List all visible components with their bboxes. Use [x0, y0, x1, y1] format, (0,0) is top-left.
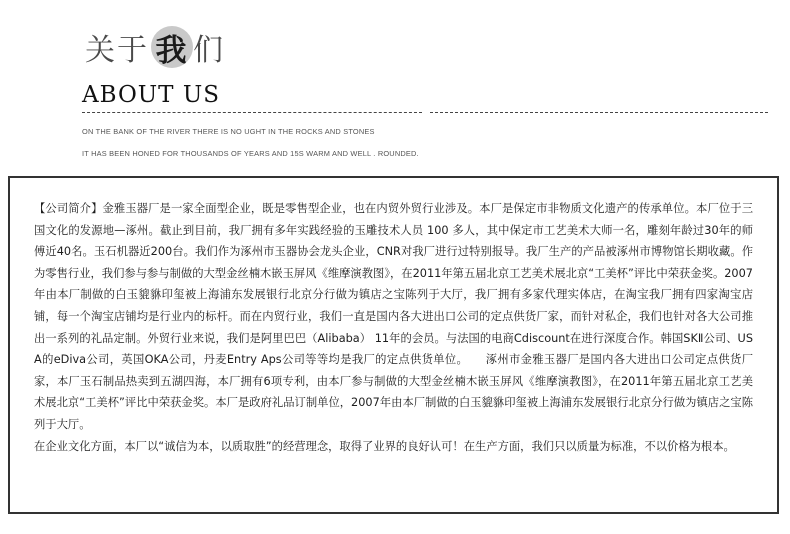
tagline-line-1: ON THE BANK OF THE RIVER THERE IS NO UGHT IN THE ROCKS AND STONES — [82, 127, 375, 136]
page-title-english: ABOUT US — [82, 82, 220, 108]
tagline-line-2: IT HAS BEEN HONED FOR THOUSANDS OF YEARS AND 15S WARM AND WELL . ROUNDED. — [82, 149, 419, 158]
intro-paragraph-1: 【公司简介】金雅玉器厂是一家全面型企业，既是零售型企业，也在内贸外贸行业涉及。本厂是保定市非物质文化遗产的传承单位。本厂位于三国文化的发源地—涿州。截止到目前，我厂拥有多年实践经验的玉雕技术人员 100 多人，其中保定市工艺美术大师一名，雕刻年龄过30年的师傅近40名。玉石机器近200台。我们作为涿州市玉器协会龙头企业，CNR对我厂进行过特别报导。我厂生产的产品被涿州市博物馆长期收藏。作为零售行业，我们参与参与制做的大型金丝楠木嵌玉屏风《维摩演教图》，在2011年第五届北京工艺美术展北京“工美杯”评比中荣获金奖。2007年由本厂制做的白玉貔貅印玺被上海浦东发展银行北京分行做为镇店之宝陈列于大厅，我厂拥有多家代理实体店，在淘宝我厂拥有四家淘宝店铺，每一个淘宝店铺均是行业内的标杆。而在内贸行业，我们一直是国内各大进出口公司的定点供货厂家，而针对私企，我们也针对各大公司推出一系列的礼品定制。外贸行业来说，我们是阿里巴巴（Alibaba） 11年的会员。与法国的电商Cdiscount在进行深度合作。韩国SKⅡ公司、USA的eDiva公司，英国OKA公司，丹麦Entry Aps公司等等均是我厂的定点供货单位。 涿州市金雅玉器厂是国内各大进出口公司定点供货厂家，本厂玉石制品热卖到五湖四海，本厂拥有6项专利，由本厂参与制做的大型金丝楠木嵌玉屏风《维摩演教图》，在2011年第五届北京工艺美术展北京“工美杯”评比中荣获金奖。本厂是政府礼品订制单位，2007年由本厂制做的白玉貔貅印玺被上海浦东发展银行北京分行做为镇店之宝陈列于大厅。 — [34, 202, 753, 431]
title-cn-suffix: 们 — [193, 33, 225, 68]
title-cn-highlight: 我 — [155, 32, 189, 69]
title-highlight-circle — [151, 26, 193, 68]
page-title-chinese — [85, 22, 225, 72]
dashed-divider-left — [82, 112, 422, 113]
company-intro-box — [8, 176, 779, 514]
intro-paragraph-2: 在企业文化方面，本厂以“诚信为本，以质取胜”的经营理念，取得了业界的良好认可！在生产方面，我们只以质量为标准，不以价格为根本。 — [34, 439, 735, 453]
title-cn-prefix: 关于 — [85, 33, 149, 68]
dashed-divider-right — [430, 112, 768, 113]
